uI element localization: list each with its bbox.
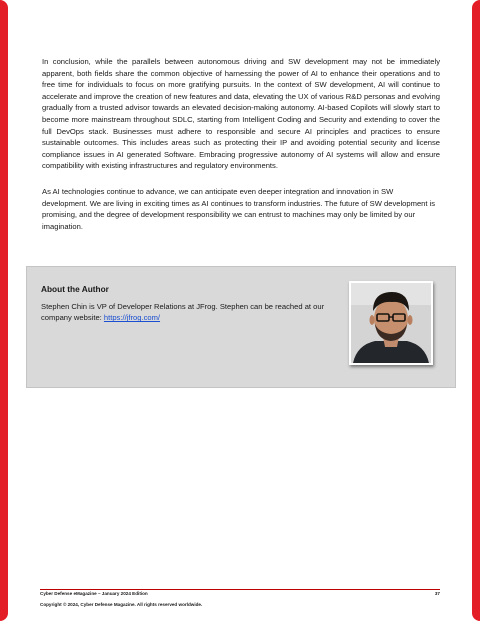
right-page-edge-bar	[472, 0, 480, 621]
footer-edition: Cyber Defense eMagazine – January 2024 Edition	[40, 591, 148, 596]
author-photo	[349, 281, 433, 365]
company-website-link[interactable]: https://jfrog.com/	[103, 313, 161, 323]
author-portrait-image	[351, 283, 431, 363]
author-bio-text: Stephen Chin is VP of Developer Relations at JFrog. Stephen can be reached at our company website:	[41, 302, 325, 323]
author-section-heading: About the Author	[41, 284, 109, 294]
footer-page-number: 37	[434, 591, 440, 596]
footer-divider	[40, 589, 440, 590]
about-the-author-box	[26, 266, 456, 388]
author-bio	[41, 301, 337, 324]
outlook-paragraph: As AI technologies continue to advance, we can anticipate even deeper integration and innovation in SW development. We are living in exciting times as AI continues to transform industries. The future of SW development is promising, and the degree of development responsibility we can entrust to machines may only be limited by our imagination.	[42, 187, 436, 231]
conclusion-paragraph: In conclusion, while the parallels between autonomous driving and SW development may not be immediately apparent, both fields share the common objective of harnessing the power of AI to enhance their operations and to free time for individuals to focus on more gratifying pursuits. In the context of SW development, AI will continue to accelerate and improve the creation of new features and data, elevating the UX of various R&D personas and evolving gradually from a trusted advisor towards an elevated decision-making autonomy. AI-based Copilots will slowly start to become more mainstream throughout SDLC, starting from Intelligent Coding and Security and extending to cover the full DevOps stack. Businesses must adhere to responsible and secure AI principles and practices to ensure sustainable outcomes. This includes areas such as protecting their IP and avoiding potential security and license compliance issues in AI generated Software. Embracing progressive autonomy of AI systems will allow and ensure compatibility with existing infrastructures and regulatory environments.	[42, 57, 440, 171]
left-page-edge-bar	[0, 0, 8, 621]
footer-copyright: Copyright © 2024, Cyber Defense Magazine. All rights reserved worldwide.	[40, 602, 203, 607]
